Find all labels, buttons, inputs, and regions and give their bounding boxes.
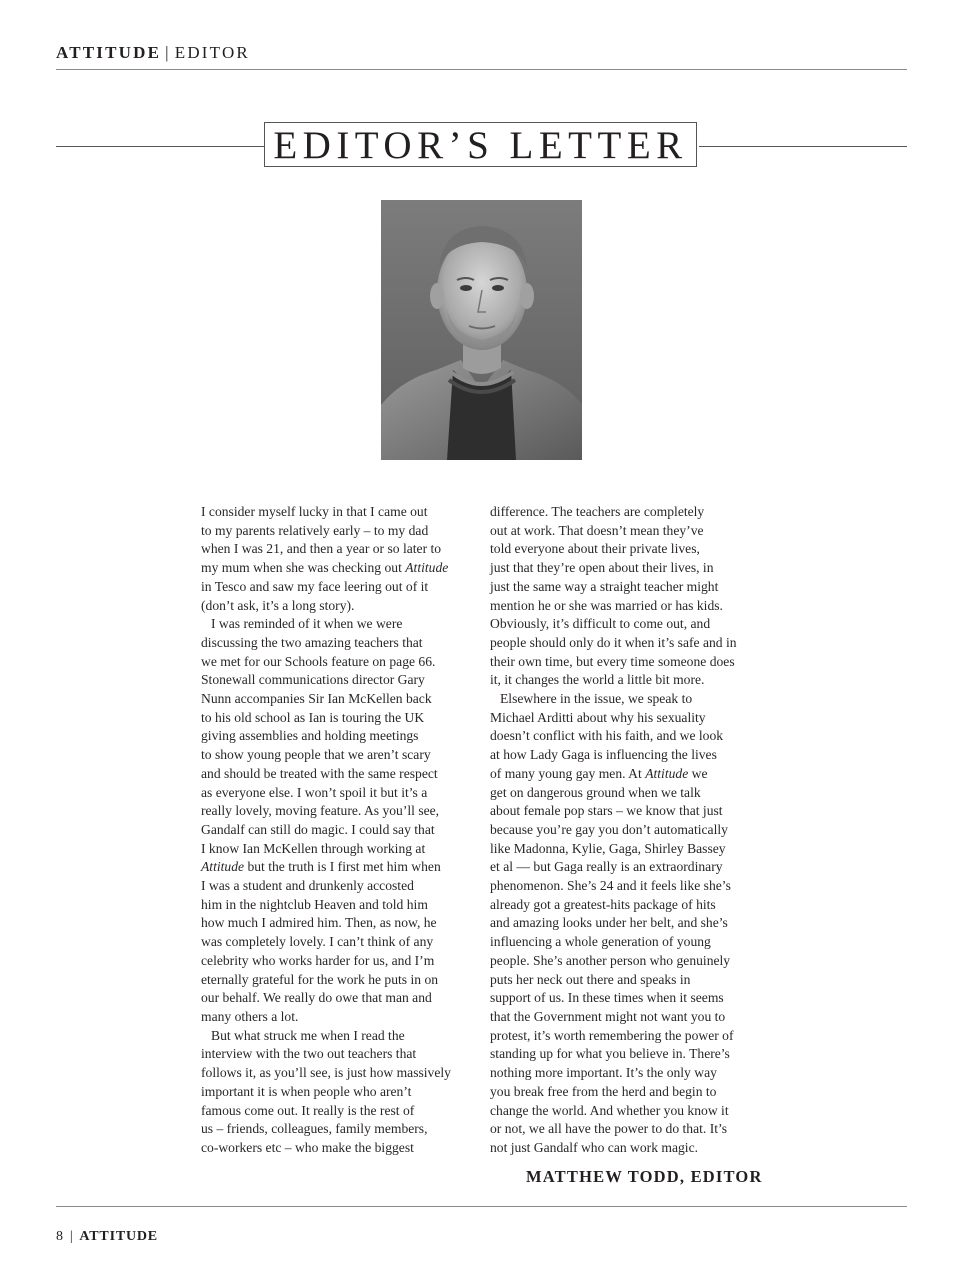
footer-rule — [56, 1206, 907, 1207]
folio-magazine-name: ATTITUDE — [79, 1229, 158, 1244]
magazine-name-italic: Attitude — [201, 859, 245, 875]
author-signoff: MATTHEW TODD, EDITOR — [526, 1167, 763, 1186]
paragraph-text: I was reminded of it when we were discussing the two amazing teachers that we met for our Schools feature on page 66. Stonewall communications director Gary Nunn accompanies Sir Ian McKellen back to his old school as Ian is touring the UK giving assemblies and holding meetings to show young people that we aren’t scary and should be treated with the same respect as everyone else. I won’t spoil it but it’s a really lovely, moving feature. As you’ll see, Gandalf can still do magic. I could say that I know Ian McKellen through working at — [201, 616, 440, 856]
page-title-box — [264, 122, 697, 167]
page-number: 8 — [56, 1229, 64, 1244]
paragraph: difference. The teachers are completely out at work. That doesn’t mean they’ve told everyone about their private lives, just that they’re open about their lives, in just the same way a straight teacher might mention he or she was married or has kids. Obviously, it’s difficult to come out, and people should only do it when it’s safe and in their own time, but every time someone does it, it changes the world a little bit more. — [490, 504, 737, 688]
header-page-type: EDITOR — [174, 43, 250, 62]
header-section: ATTITUDE — [56, 43, 162, 62]
paragraph — [201, 503, 479, 615]
paragraph-text: Elsewhere in the issue, we speak to Michael Arditti about why his sexuality doesn’t conflict with his faith, and we look at how Lady Gaga is influencing the lives of many young gay men. At — [490, 691, 724, 781]
magazine-name-italic: Attitude — [405, 560, 449, 576]
paragraph-text: but the truth is I first met him when I was a student and drunkenly accosted him in the nightclub Heaven and told him how much I admired him. Then, as now, he was completely lovely. I can’t think of any celebrity who works harder for us, and I’m eternally grateful for the work he puts in on our behalf. We really do owe that man and many others a lot. — [201, 859, 441, 1024]
magazine-name-italic: Attitude — [645, 765, 689, 781]
header-rule — [56, 69, 907, 70]
article-column-right — [490, 503, 770, 1158]
article-column-left — [201, 503, 479, 1158]
editor-portrait — [381, 200, 582, 460]
paragraph: But what struck me when I read the interview with the two out teachers that follows it, as you’ll see, is just how massively important it is when people who aren’t famous come out. It really is the rest of us – friends, colleagues, family members, co-workers etc – who make the biggest — [201, 1027, 451, 1155]
paragraph-text: in Tesco and saw my face leering out of it (don’t ask, it’s a long story). — [201, 578, 429, 613]
page-folio — [56, 1229, 158, 1245]
page-title: EDITOR’S LETTER — [273, 124, 688, 167]
paragraph — [201, 615, 479, 1026]
paragraph-text: we get on dangerous ground when we talk about female pop stars – we know that just because you’re gay you don’t automatically like Madonna, Kylie, Gaga, Shirley Bassey et al — but Gaga really is an extraordinary phenomenon. She’s 24 and it feels like she’s already got a greatest-hits package of hits and amazing looks under her belt, and she’s influencing a whole generation of young people. She’s another person who genuinely puts her neck out there and speaks in support of us. In these times when it seems that the Government might not want you to protest, it’s worth remembering the power of standing up for what you believe in. There’s nothing more important. It’s the only way you break free from the herd and begin to change the world. And whether you know it or not, we all have the power to do that. It’s not just Gandalf who can work magic. — [490, 765, 734, 1155]
title-rule-left — [56, 146, 264, 147]
folio-separator: | — [69, 1229, 74, 1244]
running-header — [56, 43, 250, 63]
title-rule-right — [699, 146, 907, 147]
paragraph-text: I consider myself lucky in that I came out to my parents relatively early – to my dad when I was 21, and then a year or so later to my mum when she was checking out — [201, 504, 442, 576]
header-separator: | — [165, 43, 171, 62]
paragraph — [490, 690, 770, 1158]
